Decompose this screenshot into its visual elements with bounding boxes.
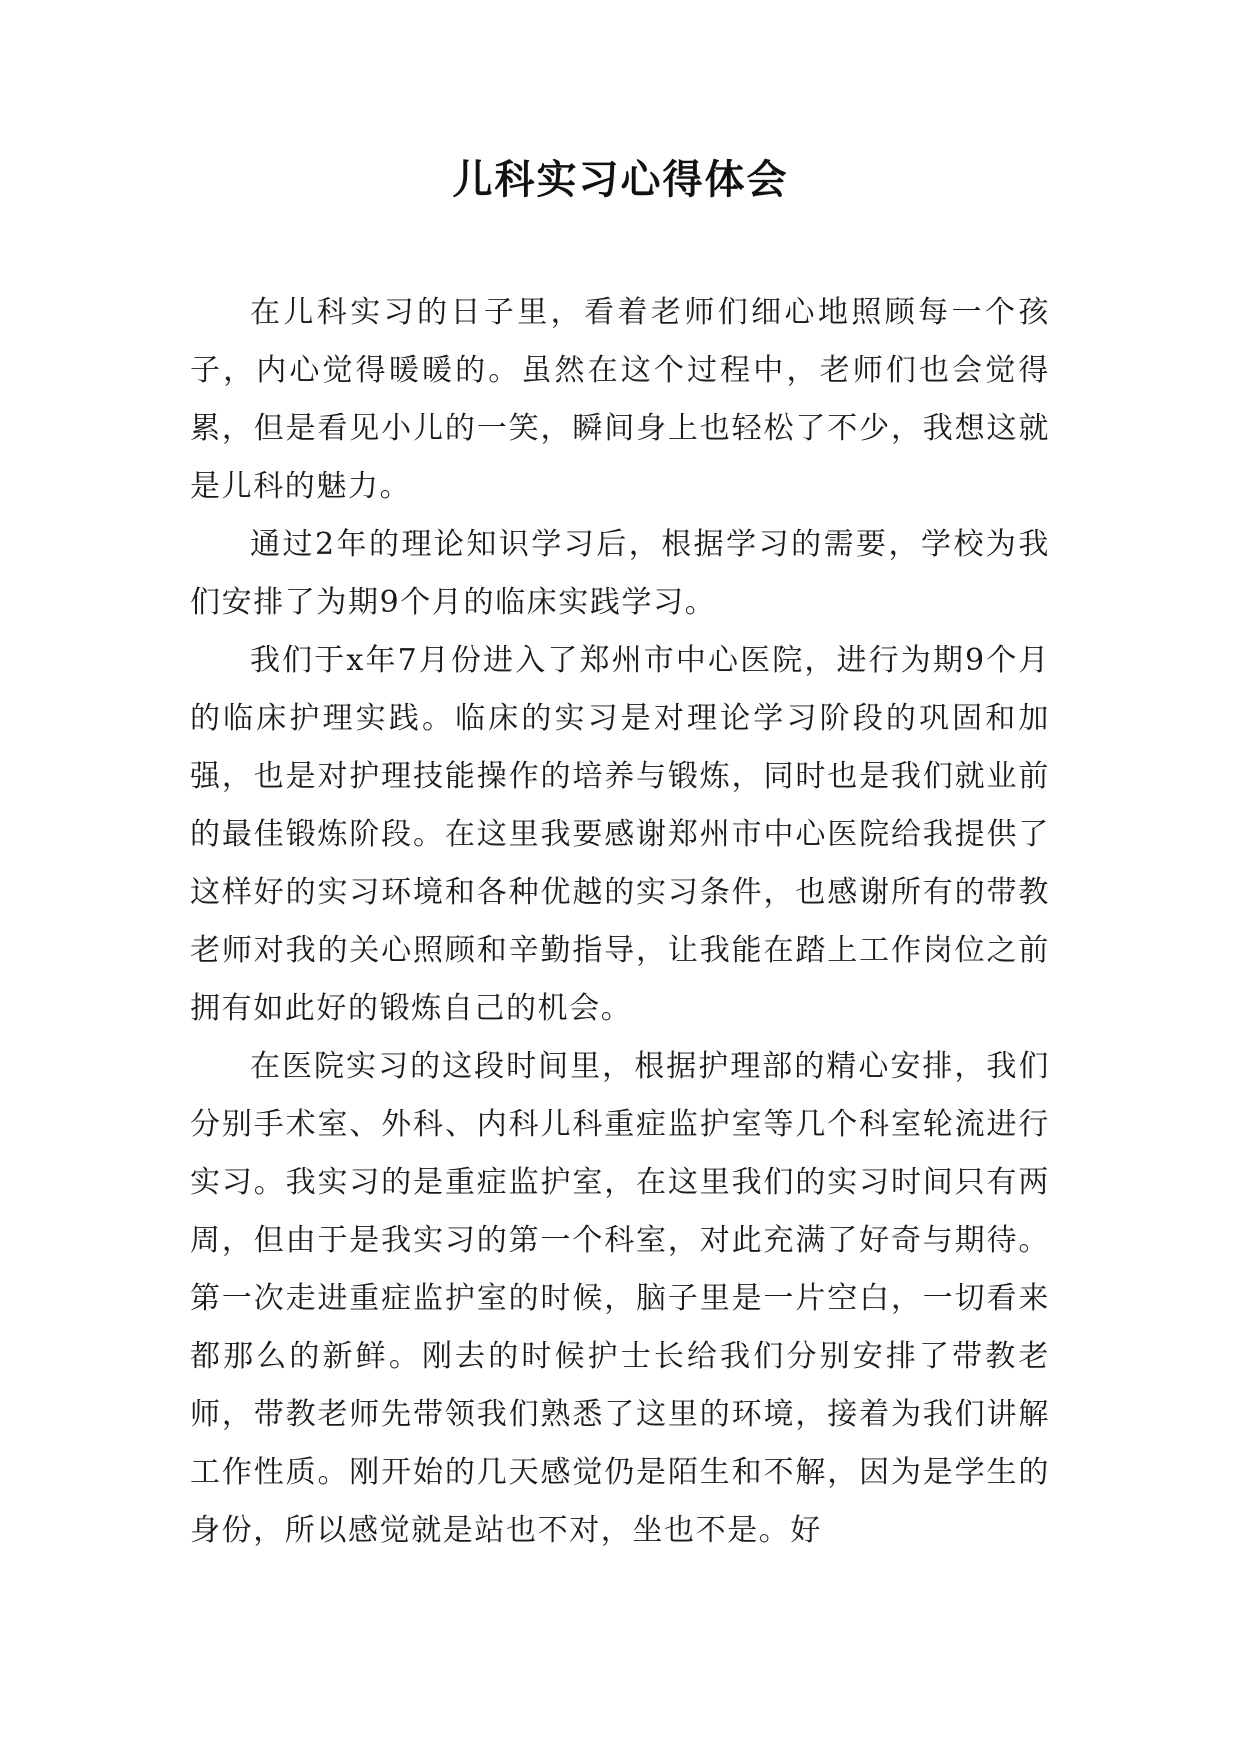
paragraph-1: 在儿科实习的日子里，看着老师们细心地照顾每一个孩子，内心觉得暖暖的。虽然在这个过程中，老师们也会觉得累，但是看见小儿的一笑，瞬间身上也轻松了不少，我想这就是儿科的魅力。: [190, 295, 1050, 504]
document-body: [190, 284, 1050, 1560]
document-title: 儿科实习心得体会: [452, 156, 789, 203]
paragraph-2: 通过2年的理论知识学习后，根据学习的需要，学校为我们安排了为期9个月的临床实践学习。: [190, 527, 1050, 620]
paragraph-4: 在医院实习的这段时间里，根据护理部的精心安排，我们分别手术室、外科、内科儿科重症监护室等几个科室轮流进行实习。我实习的是重症监护室，在这里我们的实习时间只有两周，但由于是我实习的第一个科室，对此充满了好奇与期待。第一次走进重症监护室的时候，脑子里是一片空白，一切看来都那么的新鲜。刚去的时候护士长给我们分别安排了带教老师，带教老师先带领我们熟悉了这里的环境，接着为我们讲解工作性质。刚开始的几天感觉仍是陌生和不解，因为是学生的身份，所以感觉就是站也不对，坐也不是。好: [190, 1049, 1050, 1548]
paragraph-3: 我们于x年7月份进入了郑州市中心医院，进行为期9个月的临床护理实践。临床的实习是对理论学习阶段的巩固和加强，也是对护理技能操作的培养与锻炼，同时也是我们就业前的最佳锻炼阶段。在这里我要感谢郑州市中心医院给我提供了这样好的实习环境和各种优越的实习条件，也感谢所有的带教老师对我的关心照顾和辛勤指导，让我能在踏上工作岗位之前拥有如此好的锻炼自己的机会。: [190, 643, 1050, 1026]
